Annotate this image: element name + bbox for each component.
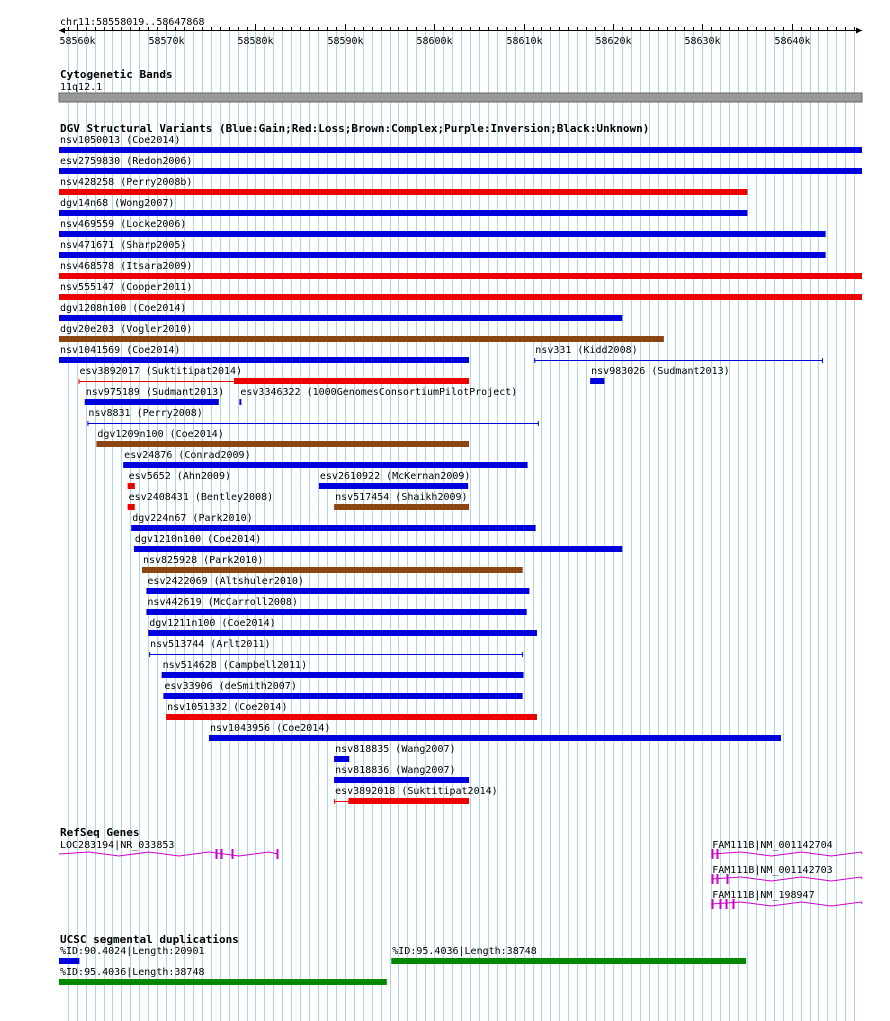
dgv-variant-label: esv5652 (Ahn2009) xyxy=(128,471,232,482)
segdup-track xyxy=(59,946,746,985)
dgv-variant[interactable] xyxy=(123,450,527,468)
dgv-variant-bar[interactable] xyxy=(59,315,622,321)
dgv-variant-label: dgv1208n100 (Coe2014) xyxy=(60,303,187,314)
segdup-bar[interactable] xyxy=(59,979,387,985)
dgv-variant-label: nsv1041569 (Coe2014) xyxy=(60,345,181,356)
dgv-variant-bar[interactable] xyxy=(163,693,522,699)
dgv-variant[interactable] xyxy=(85,387,224,405)
ruler-tick-label: 58570k xyxy=(148,36,185,47)
refseq-gene[interactable] xyxy=(59,840,278,859)
dgv-variant-bar[interactable] xyxy=(348,798,469,804)
segdup-label: %ID:95.4036|Length:38748 xyxy=(392,946,537,957)
dgv-variant-label: esv3346322 (1000GenomesConsortiumPilotProject) xyxy=(240,387,518,398)
segdup-bar[interactable] xyxy=(59,958,79,964)
ruler-tick-label: 58630k xyxy=(684,36,721,47)
ruler-tick-label: 58580k xyxy=(237,36,274,47)
dgv-variant-label: nsv469559 (Locke2006) xyxy=(60,219,187,230)
dgv-variant-bar[interactable] xyxy=(59,357,469,363)
dgv-variant-label: nsv1050013 (Coe2014) xyxy=(60,135,181,146)
dgv-variant-pad xyxy=(334,799,346,800)
dgv-variant-bar[interactable] xyxy=(590,378,604,384)
dgv-variant-label: esv2422069 (Altshuler2010) xyxy=(147,576,304,587)
dgv-variant-bar[interactable] xyxy=(59,147,862,153)
dgv-variant-bar[interactable] xyxy=(134,546,622,552)
dgv-variant-label: nsv1043956 (Coe2014) xyxy=(209,723,331,734)
dgv-variant-bar[interactable] xyxy=(59,336,664,342)
dgv-variant-label: esv24876 (Conrad2009) xyxy=(124,450,251,461)
dgv-variant-label: dgv1209n100 (Coe2014) xyxy=(97,429,224,440)
dgv-variant-label: esv2408431 (Bentley2008) xyxy=(128,492,274,503)
gene-label: FAM111B|NM_001142704 xyxy=(712,840,833,851)
ruler-tick-label: 58620k xyxy=(595,36,632,47)
dgv-variant-label: nsv555147 (Cooper2011) xyxy=(60,282,193,293)
dgv-variant-bar[interactable] xyxy=(146,609,526,615)
dgv-variant-label: esv3892017 (Suktitipat2014) xyxy=(79,366,243,377)
dgv-variant-label: nsv825928 (Park2010) xyxy=(142,555,264,566)
dgv-variant-label: nsv818836 (Wang2007) xyxy=(335,765,456,776)
ruler-tick-label: 58590k xyxy=(327,36,364,47)
dgv-variant[interactable] xyxy=(146,576,529,594)
refseq-gene[interactable] xyxy=(711,890,862,909)
dgv-variant-label: nsv517454 (Shaikh2009) xyxy=(335,492,468,503)
dgv-variant-label: nsv514628 (Campbell2011) xyxy=(162,660,308,671)
gene-intron-line xyxy=(711,852,862,856)
dgv-variant-label: esv3892018 (Suktitipat2014) xyxy=(335,786,498,797)
dgv-variant[interactable] xyxy=(534,345,823,363)
dgv-variant-label: nsv442619 (McCarroll2008) xyxy=(147,597,298,608)
dgv-variant-bar[interactable] xyxy=(146,588,529,594)
dgv-variant[interactable] xyxy=(59,219,826,237)
dgv-variant-bar[interactable] xyxy=(59,210,747,216)
dgv-variant-bar[interactable] xyxy=(162,672,524,678)
dgv-variant-bar[interactable] xyxy=(128,483,135,489)
gene-label: LOC283194|NR_033853 xyxy=(60,840,175,851)
dgv-variant-bar[interactable] xyxy=(128,504,135,510)
ruler-tick-label: 58610k xyxy=(506,36,543,47)
dgv-variant-label: nsv513744 (Arlt2011) xyxy=(150,639,271,650)
ruler-tick-label: 58640k xyxy=(774,36,811,47)
dgv-variant-label: dgv20e203 (Vogler2010) xyxy=(60,324,193,335)
dgv-variant-bar[interactable] xyxy=(59,273,862,279)
dgv-variant[interactable] xyxy=(334,492,469,510)
ruler-left-arrow-icon xyxy=(59,28,65,34)
dgv-variant-label: nsv428258 (Perry2008b) xyxy=(60,177,193,188)
dgv-variant[interactable] xyxy=(239,387,517,405)
dgv-variant[interactable] xyxy=(209,723,781,741)
gene-intron-line xyxy=(711,877,862,881)
dgv-variant-bar[interactable] xyxy=(59,252,826,258)
dgv-variant-bar[interactable] xyxy=(131,525,535,531)
dgv-variant-label: dgv1211n100 (Coe2014) xyxy=(149,618,276,629)
cytoband-label: 11q12.1 xyxy=(60,82,103,93)
dgv-variant[interactable] xyxy=(59,135,862,153)
dgv-variant[interactable] xyxy=(334,744,455,762)
dgv-variant[interactable] xyxy=(128,492,274,510)
gene-label: FAM111B|NM_198947 xyxy=(712,890,815,901)
segdup-feature[interactable] xyxy=(59,967,387,985)
dgv-variant-bar[interactable] xyxy=(319,483,468,489)
dgv-variant[interactable] xyxy=(59,198,747,216)
refseq-gene[interactable] xyxy=(711,865,862,884)
dgv-variant-label: dgv224n67 (Park2010) xyxy=(132,513,253,524)
dgv-variant-label: nsv471671 (Sharp2005) xyxy=(60,240,187,251)
dgv-variant-bar[interactable] xyxy=(85,399,219,405)
dgv-variant-label: nsv983026 (Sudmant2013) xyxy=(591,366,730,377)
dgv-variant[interactable] xyxy=(334,786,498,804)
dgv-variant[interactable] xyxy=(166,702,537,720)
dgv-variant[interactable] xyxy=(590,366,729,384)
dgv-variant-bar[interactable] xyxy=(166,714,537,720)
dgv-variant[interactable] xyxy=(59,240,826,258)
dgv-variant-label: esv2759830 (Redon2006) xyxy=(60,156,193,167)
dgv-variant[interactable] xyxy=(59,177,747,195)
dgv-variant-bar[interactable] xyxy=(209,735,781,741)
dgv-variant-bar[interactable] xyxy=(59,231,826,237)
dgv-variant[interactable] xyxy=(59,303,622,321)
dgv-variant-label: nsv1051332 (Coe2014) xyxy=(167,702,288,713)
dgv-variant[interactable] xyxy=(59,156,862,174)
dgv-variant[interactable] xyxy=(142,555,523,573)
dgv-variant[interactable] xyxy=(59,282,862,300)
dgv-variant-label: esv2610922 (McKernan2009) xyxy=(319,471,471,482)
dgv-variant-label: dgv1210n100 (Coe2014) xyxy=(134,534,262,545)
dgv-variant-bar[interactable] xyxy=(334,504,469,510)
dgv-variant[interactable] xyxy=(134,534,622,552)
dgv-variant-bar[interactable] xyxy=(59,168,862,174)
segdup-feature[interactable] xyxy=(59,946,205,964)
dgv-variant-label: nsv468578 (Itsara2009) xyxy=(60,261,193,272)
dgv-variant-bar[interactable] xyxy=(59,189,747,195)
refseq-track-title: RefSeq Genes xyxy=(60,826,140,839)
refseq-track xyxy=(59,840,862,909)
dgv-variant-bar[interactable] xyxy=(142,567,523,573)
region-label: chr11:58558019..58647868 xyxy=(60,17,205,28)
dgv-variant-label: nsv331 (Kidd2008) xyxy=(535,345,638,356)
dgv-variant[interactable] xyxy=(334,765,469,783)
dgv-variant[interactable] xyxy=(148,618,537,636)
dgv-track xyxy=(59,135,862,804)
gene-label: FAM111B|NM_001142703 xyxy=(712,865,833,876)
dgv-variant-bar[interactable] xyxy=(234,378,469,384)
dgv-variant-label: nsv975189 (Sudmant2013) xyxy=(85,387,225,398)
dgv-variant[interactable] xyxy=(128,471,231,489)
dgv-track-title: DGV Structural Variants (Blue:Gain;Red:Loss;Brown:Complex;Purple:Inversion;Black:Unknown) xyxy=(60,122,650,135)
dgv-variant-bar[interactable] xyxy=(96,441,469,447)
dgv-variant[interactable] xyxy=(131,513,535,531)
ruler-tick-label: 58560k xyxy=(59,36,96,47)
dgv-variant[interactable] xyxy=(163,681,522,699)
dgv-variant[interactable] xyxy=(87,408,538,426)
dgv-variant-bar[interactable] xyxy=(334,756,349,762)
dgv-variant-label: esv33906 (deSmith2007) xyxy=(164,681,297,692)
segdup-bar[interactable] xyxy=(391,958,746,964)
dgv-variant-label: nsv818835 (Wang2007) xyxy=(335,744,456,755)
dgv-variant-bar[interactable] xyxy=(334,777,469,783)
segdup-label: %ID:95.4036|Length:38748 xyxy=(60,967,205,978)
refseq-gene[interactable] xyxy=(711,840,862,859)
dgv-variant[interactable] xyxy=(319,471,471,489)
segdup-label: %ID:90.4024|Length:20901 xyxy=(60,946,205,957)
cytoband-bar[interactable] xyxy=(59,93,862,102)
cytobands-track-title: Cytogenetic Bands xyxy=(60,68,173,81)
ruler-tick-label: 58600k xyxy=(416,36,453,47)
dgv-variant[interactable] xyxy=(59,261,862,279)
segdup-track-title: UCSC segmental duplications xyxy=(60,933,239,946)
ruler-right-arrow-icon xyxy=(856,28,862,34)
dgv-variant-bar[interactable] xyxy=(123,462,527,468)
dgv-variant-label: dgv14n68 (Wong2007) xyxy=(60,198,175,209)
gene-intron-line xyxy=(59,852,278,856)
dgv-variant[interactable] xyxy=(162,660,524,678)
dgv-variant[interactable] xyxy=(59,324,664,342)
dgv-variant-bar[interactable] xyxy=(59,294,862,300)
dgv-variant-label: nsv8831 (Perry2008) xyxy=(88,408,203,419)
dgv-variant-bar[interactable] xyxy=(148,630,537,636)
dgv-variant-bar[interactable] xyxy=(239,399,241,405)
